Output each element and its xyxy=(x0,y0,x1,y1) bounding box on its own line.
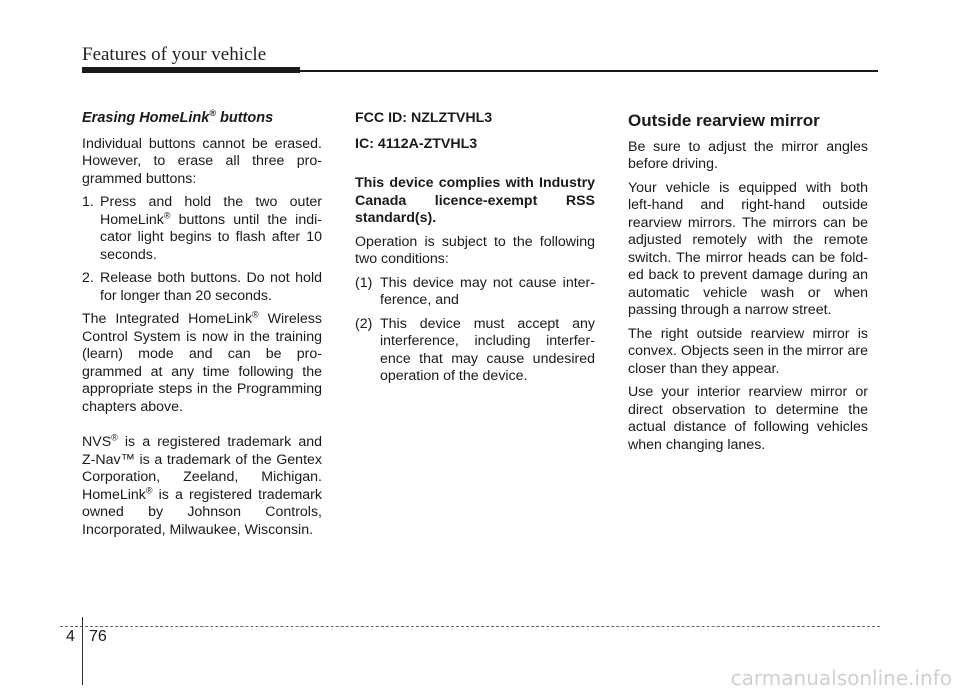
trademark-text-mid: is a registered trademark and Z-Nav™ is a trademark of the Gentex Corporation, Zeeland, Michigan. HomeLink xyxy=(82,434,322,503)
registered-mark: ® xyxy=(111,432,118,443)
step-number: 1. xyxy=(82,194,94,210)
list-item xyxy=(82,270,322,305)
trademark-paragraph xyxy=(82,434,322,539)
mirror-paragraph: Use your interior rearview mirror or direct observation to determine the actual distance of following vehicles when changing lanes. xyxy=(628,384,868,453)
header-rule xyxy=(300,70,878,72)
trademark-text: NVS xyxy=(82,434,112,450)
list-item xyxy=(82,194,322,264)
page-header-title: Features of your vehicle xyxy=(82,44,267,65)
erasing-homelink-heading xyxy=(82,110,322,128)
list-item xyxy=(355,316,595,386)
training-mode-paragraph xyxy=(82,311,322,416)
column-erasing-homelink xyxy=(82,110,322,545)
footer-rule xyxy=(60,626,880,627)
mirror-paragraph: Your vehicle is equipped with both left-hand and right-hand outside rearview mirrors. The mirrors can be adjusted remotely with the remote switch. The mirror heads can be fold-ed back to prevent damage during an automatic vehicle wash or when passing through a narrow street. xyxy=(628,179,868,318)
column-fcc-compliance xyxy=(355,110,595,392)
step-text: Release both buttons. Do not hold for longer than 20 seconds. xyxy=(100,270,322,304)
step-number: 2. xyxy=(82,270,94,286)
mirror-paragraph: Be sure to adjust the mirror angles before driving. xyxy=(628,138,868,172)
training-text: The Integrated HomeLink xyxy=(82,311,253,327)
condition-text: This device may not cause inter-ference, and xyxy=(380,274,595,308)
registered-mark: ® xyxy=(163,209,171,220)
watermark: carmanualsonline.info xyxy=(730,666,952,690)
fcc-id: FCC ID: NZLZTVHL3 xyxy=(355,110,493,126)
footer-divider xyxy=(82,617,83,685)
ic-id: IC: 4112A-ZTVHL3 xyxy=(355,135,478,152)
chapter-number: 4 xyxy=(66,628,75,645)
header-bar xyxy=(82,67,300,73)
condition-number: (1) xyxy=(355,274,373,291)
registered-mark: ® xyxy=(252,309,259,320)
heading-text: Erasing HomeLink xyxy=(82,110,210,126)
step-text-tail: buttons until the indi-cator light begins to flash after 10 seconds. xyxy=(100,211,322,263)
conditions-intro: Operation is subject to the following two conditions: xyxy=(355,233,595,267)
mirror-paragraph: The right outside rearview mirror is convex. Objects seen in the mirror are closer than they appear. xyxy=(628,325,868,377)
column-outside-mirror xyxy=(628,110,868,460)
condition-text: This device must accept any interference, including interfer-ence that may cause undesired operation of the device. xyxy=(380,315,595,384)
step-text: Press and hold the two outer HomeLink xyxy=(100,194,322,228)
page-number: 76 xyxy=(89,628,107,645)
trademark-text-tail: is a registered trademark owned by Johnson Controls, Incorporated, Milwaukee, Wisconsin. xyxy=(82,486,322,538)
compliance-statement: This device complies with Industry Canada licence-exempt RSS standard(s). xyxy=(355,175,595,226)
training-text-tail: Wireless Control System is now in the training (learn) mode and can be pro-grammed at any time following the appropriate steps in the Programming chapters above. xyxy=(82,311,322,415)
heading-tail: buttons xyxy=(215,110,274,126)
outside-mirror-heading: Outside rearview mirror xyxy=(628,111,820,130)
registered-mark: ® xyxy=(209,108,216,119)
condition-number: (2) xyxy=(355,315,373,332)
registered-mark: ® xyxy=(145,484,153,495)
erasing-intro: Individual buttons cannot be erased. However, to erase all three pro-grammed buttons: xyxy=(82,135,322,187)
list-item xyxy=(355,275,595,310)
